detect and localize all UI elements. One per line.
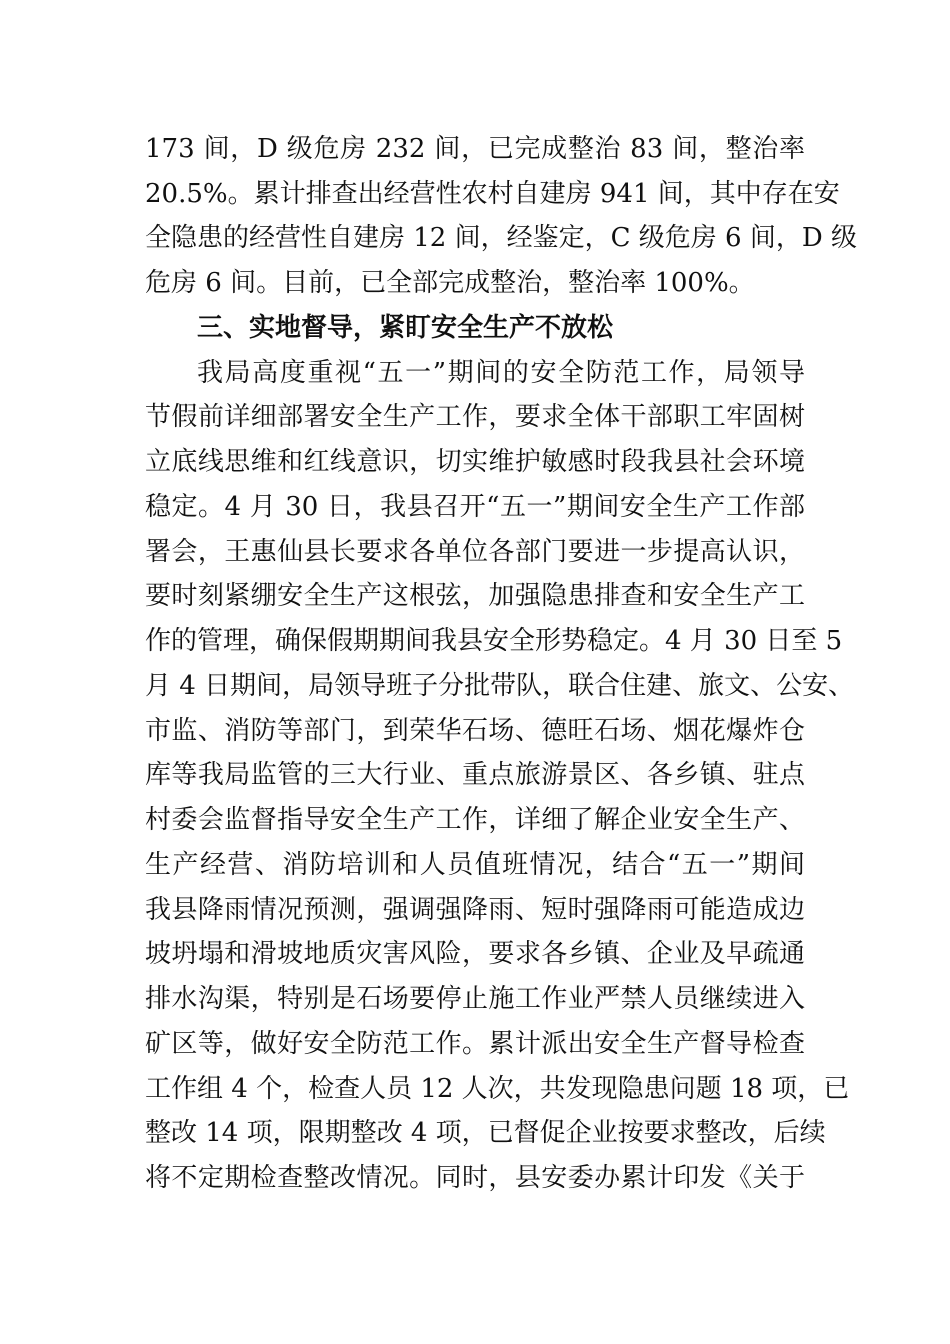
paragraph-line: 我县降雨情况预测，强调强降雨、短时强降雨可能造成边 xyxy=(145,895,805,925)
paragraph-line: 坡坍塌和滑坡地质灾害风险，要求各乡镇、企业及早疏通 xyxy=(145,939,805,969)
paragraph-line: 立底线思维和红线意识，切实维护敏感时段我县社会环境 xyxy=(145,447,805,477)
paragraph-line: 要时刻紧绷安全生产这根弦，加强隐患排查和安全生产工 xyxy=(145,581,805,611)
paragraph-line: 全隐患的经营性自建房 12 间，经鉴定，C 级危房 6 间，D 级 xyxy=(145,223,857,253)
paragraph-line: 市监、消防等部门，到荣华石场、德旺石场、烟花爆炸仓 xyxy=(145,716,805,746)
paragraph-line: 村委会监督指导安全生产工作，详细了解企业安全生产、 xyxy=(145,805,805,835)
paragraph-line: 20.5%。累计排查出经营性农村自建房 941 间，其中存在安 xyxy=(145,179,840,209)
paragraph-line: 危房 6 间。目前，已全部完成整治，整治率 100%。 xyxy=(145,268,755,298)
paragraph-line: 整改 14 项，限期整改 4 项，已督促企业按要求整改，后续 xyxy=(145,1118,826,1148)
paragraph-first-line: 我局高度重视“五一”期间的安全防范工作，局领导 xyxy=(197,358,805,388)
paragraph-line: 工作组 4 个，检查人员 12 人次，共发现隐患问题 18 项，已 xyxy=(145,1074,850,1104)
paragraph-line: 作的管理，确保假期期间我县安全形势稳定。4 月 30 日至 5 xyxy=(145,626,843,656)
paragraph-line: 矿区等，做好安全防范工作。累计派出安全生产督导检查 xyxy=(145,1029,805,1059)
paragraph-line: 稳定。4 月 30 日，我县召开“五一”期间安全生产工作部 xyxy=(145,492,805,522)
paragraph-line: 署会，王惠仙县长要求各单位各部门要进一步提高认识， xyxy=(145,537,805,567)
paragraph-line: 节假前详细部署安全生产工作，要求全体干部职工牢固树 xyxy=(145,402,805,432)
paragraph-line: 生产经营、消防培训和人员值班情况，结合“五一”期间 xyxy=(145,850,805,880)
paragraph-line: 173 间，D 级危房 232 间，已完成整治 83 间，整治率 xyxy=(145,134,805,164)
paragraph-line: 将不定期检查整改情况。同时，县安委办累计印发《关于 xyxy=(145,1163,805,1193)
paragraph-line: 库等我局监管的三大行业、重点旅游景区、各乡镇、驻点 xyxy=(145,760,805,790)
paragraph-line: 排水沟渠，特别是石场要停止施工作业严禁人员继续进入 xyxy=(145,984,805,1014)
section-heading: 三、实地督导，紧盯安全生产不放松 xyxy=(197,313,614,343)
paragraph-line: 月 4 日期间，局领导班子分批带队，联合住建、旅文、公安、 xyxy=(145,671,855,701)
